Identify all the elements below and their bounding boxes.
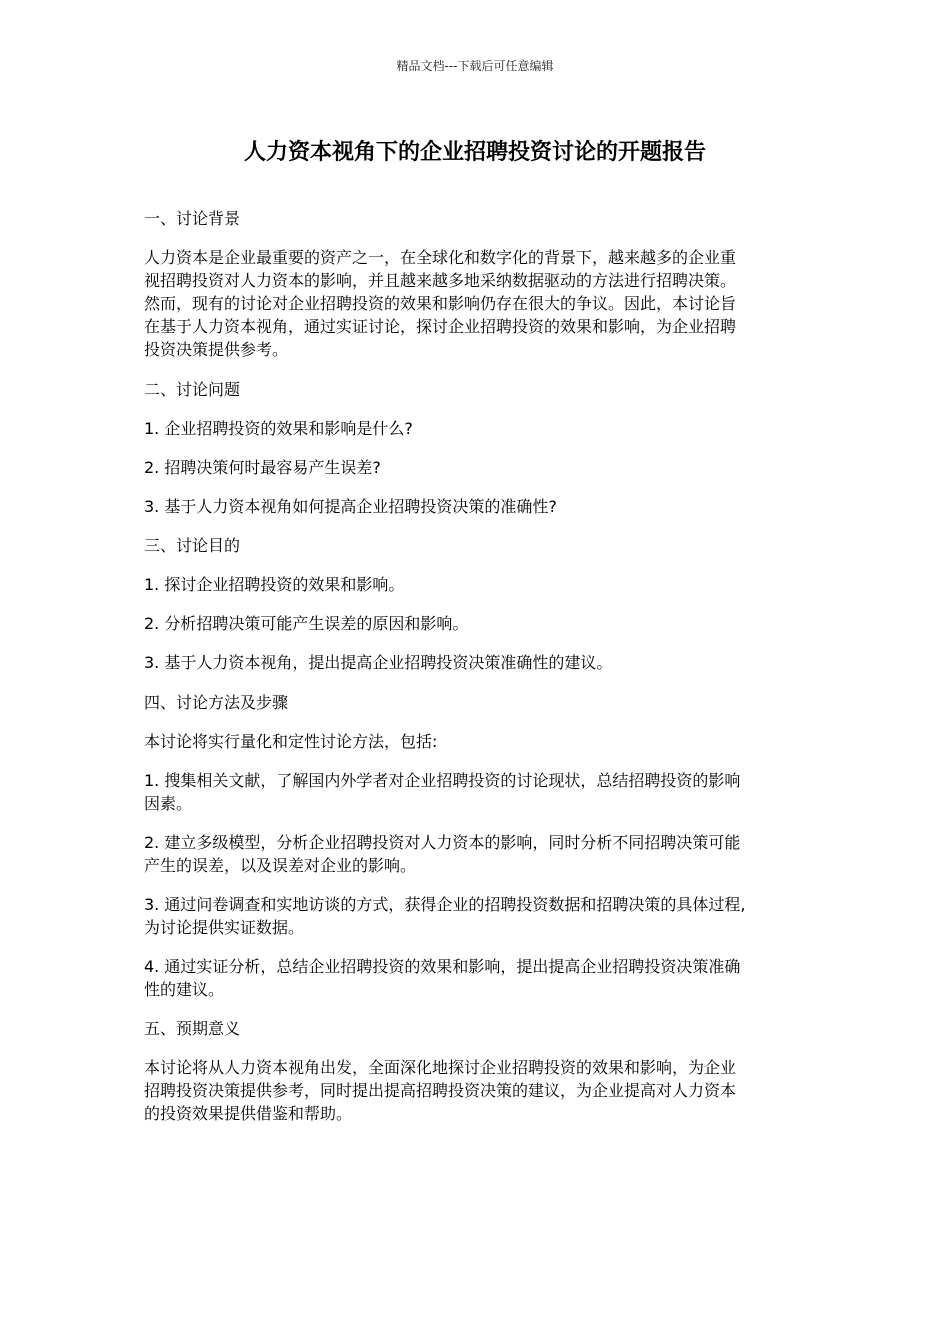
paragraph-line: 本讨论将从人力资本视角出发，全面深化地探讨企业招聘投资的效果和影响，为企业 bbox=[144, 1058, 737, 1077]
method-step-line: 因素。 bbox=[144, 794, 193, 813]
method-step bbox=[144, 955, 808, 1001]
paragraph-line: 然而，现有的讨论对企业招聘投资的效果和影响仍存在很大的争议。因此，本讨论旨 bbox=[144, 294, 737, 313]
question-item: 1. 企业招聘投资的效果和影响是什么? bbox=[144, 419, 413, 438]
section-heading-methods: 四、讨论方法及步骤 bbox=[144, 693, 289, 712]
method-step-line: 产生的误差，以及误差对企业的影响。 bbox=[144, 856, 417, 875]
method-step bbox=[144, 893, 808, 939]
method-step-line: 2. 建立多级模型，分析企业招聘投资对人力资本的影响，同时分析不同招聘决策可能 bbox=[144, 833, 741, 852]
paragraph-line: 投资决策提供参考。 bbox=[144, 340, 289, 359]
paragraph-line: 在基于人力资本视角，通过实证讨论，探讨企业招聘投资的效果和影响，为企业招聘 bbox=[144, 317, 737, 336]
method-step-line: 1. 搜集相关文献，了解国内外学者对企业招聘投资的讨论现状，总结招聘投资的影响 bbox=[144, 771, 741, 790]
method-step bbox=[144, 831, 808, 877]
paragraph-line: 的投资效果提供借鉴和帮助。 bbox=[144, 1104, 353, 1123]
significance-paragraph bbox=[144, 1056, 808, 1125]
question-item: 3. 基于人力资本视角如何提高企业招聘投资决策的准确性? bbox=[144, 497, 557, 516]
purpose-item: 3. 基于人力资本视角，提出提高企业招聘投资决策准确性的建议。 bbox=[144, 653, 613, 672]
paragraph-line: 招聘投资决策提供参考，同时提出提高招聘投资决策的建议，为企业提高对人力资本 bbox=[144, 1081, 737, 1100]
page-header-note: 精品文档---下载后可任意编辑 bbox=[396, 59, 554, 73]
purpose-item: 1. 探讨企业招聘投资的效果和影响。 bbox=[144, 575, 405, 594]
paragraph-line: 视招聘投资对人力资本的影响，并且越来越多地采纳数据驱动的方法进行招聘决策。 bbox=[144, 271, 737, 290]
purpose-item: 2. 分析招聘决策可能产生误差的原因和影响。 bbox=[144, 614, 469, 633]
background-paragraph bbox=[144, 246, 808, 361]
method-step-line: 为讨论提供实证数据。 bbox=[144, 918, 305, 937]
method-step-line: 3. 通过问卷调查和实地访谈的方式，获得企业的招聘投资数据和招聘决策的具体过程, bbox=[144, 895, 746, 914]
question-item: 2. 招聘决策何时最容易产生误差? bbox=[144, 458, 381, 477]
section-heading-background: 一、讨论背景 bbox=[144, 209, 241, 228]
method-step-line: 性的建议。 bbox=[144, 980, 225, 999]
section-heading-questions: 二、讨论问题 bbox=[144, 380, 241, 399]
paragraph-line: 人力资本是企业最重要的资产之一，在全球化和数字化的背景下，越来越多的企业重 bbox=[144, 248, 737, 267]
methods-intro: 本讨论将实行量化和定性讨论方法，包括: bbox=[144, 732, 438, 751]
document-title: 人力资本视角下的企业招聘投资讨论的开题报告 bbox=[243, 140, 706, 165]
section-heading-significance: 五、预期意义 bbox=[144, 1019, 241, 1038]
section-heading-purpose: 三、讨论目的 bbox=[144, 536, 241, 555]
method-step bbox=[144, 769, 808, 815]
method-step-line: 4. 通过实证分析，总结企业招聘投资的效果和影响，提出提高企业招聘投资决策准确 bbox=[144, 957, 741, 976]
